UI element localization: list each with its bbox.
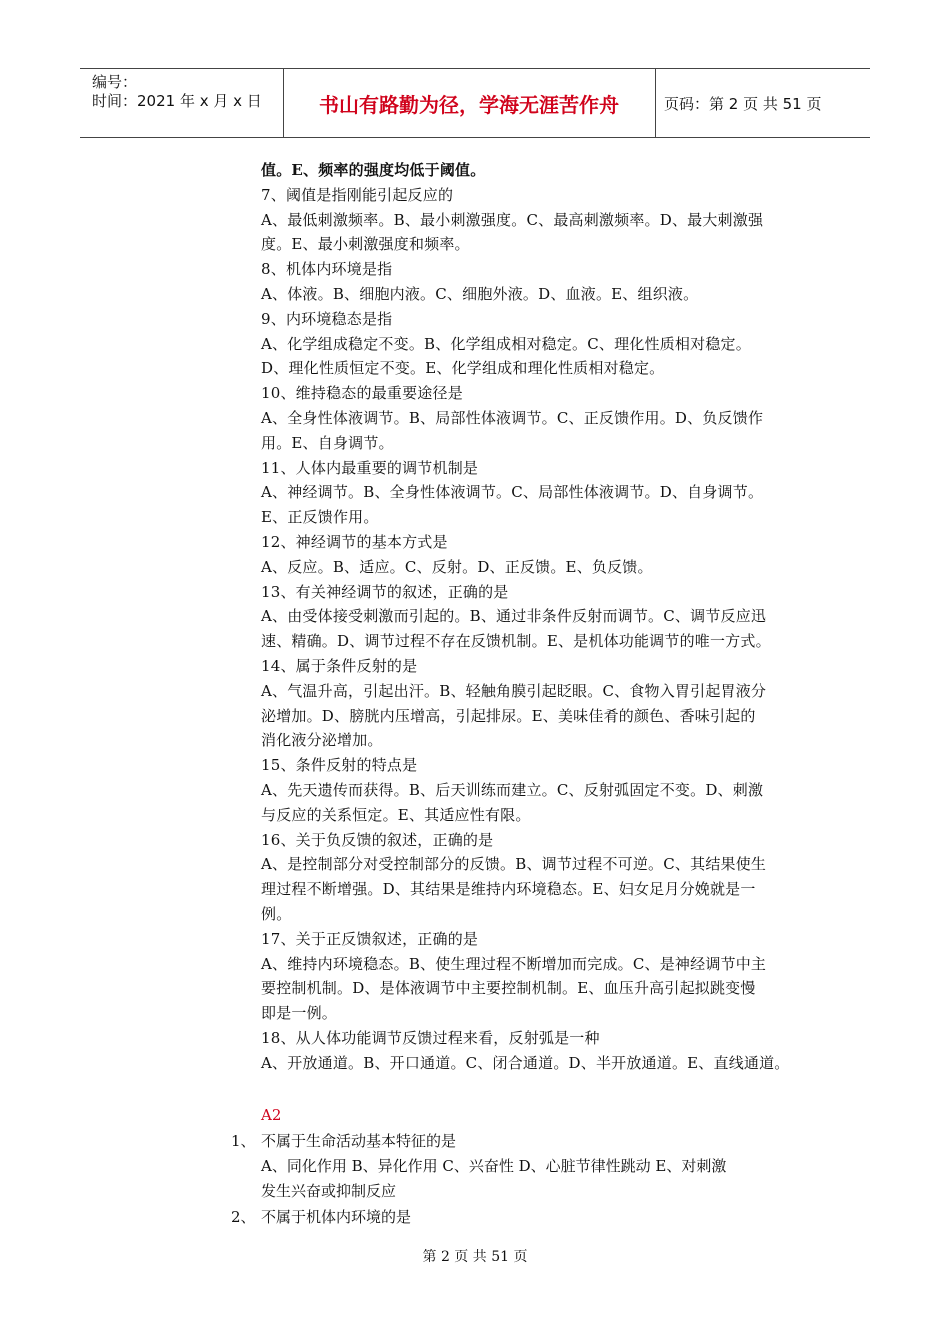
text-line: 16、关于负反馈的叙述，正确的是	[261, 830, 494, 849]
question-text: 不属于机体内环境的是	[261, 1208, 412, 1226]
header-meta	[92, 73, 262, 111]
text-line: 14、属于条件反射的是	[261, 656, 418, 675]
header-divider	[655, 69, 656, 137]
text-line: 与反应的关系恒定。E、其适应性有限。	[261, 805, 531, 824]
text-line: 值。E、频率的强度均低于阈值。	[261, 161, 486, 179]
text-line: A、先天遗传而获得。B、后天训练而建立。C、反射弧固定不变。D、刺激	[261, 780, 764, 799]
text-line: 15、条件反射的特点是	[261, 756, 418, 775]
text-line: 例。	[261, 904, 292, 923]
time-label: 时间：2021 年 x 月 x 日	[92, 92, 262, 110]
text-line: 速、精确。D、调节过程不存在反馈机制。E、是机体功能调节的唯一方式。	[261, 632, 771, 651]
question-number: 1、	[231, 1132, 256, 1150]
section-heading-a2: A2	[261, 1106, 282, 1124]
text-line: 度。E、最小刺激强度和频率。	[261, 235, 470, 254]
text-line: 18、从人体功能调节反馈过程来看，反射弧是一种	[261, 1028, 600, 1047]
text-line: 8、机体内环境是指	[261, 260, 393, 279]
text-line: D、理化性质恒定不变。E、化学组成和理化性质相对稳定。	[261, 359, 665, 378]
text-line: A、最低刺激频率。B、最小刺激强度。C、最高刺激频率。D、最大刺激强	[261, 210, 764, 229]
text-line: A、气温升高，引起出汗。B、轻触角膜引起眨眼。C、食物入胃引起胃液分	[261, 681, 767, 700]
text-line: 即是一例。	[261, 1004, 338, 1023]
a2-question-1-options-cont: 发生兴奋或抑制反应	[261, 1182, 397, 1200]
text-line: 泌增加。D、膀胱内压增高，引起排尿。E、美味佳肴的颜色、香味引起的	[261, 706, 756, 725]
text-line: A、神经调节。B、全身性体液调节。C、局部性体液调节。D、自身调节。	[261, 483, 764, 502]
header-motto: 书山有路勤为径，学海无涯苦作舟	[319, 92, 619, 117]
text-line: A、是控制部分对受控制部分的反馈。B、调节过程不可逆。C、其结果使生	[261, 855, 767, 874]
header-page-info: 页码：第 2 页 共 51 页	[664, 94, 822, 113]
a2-question-1	[231, 1129, 456, 1154]
text-line: A、维持内环境稳态。B、使生理过程不断增加而完成。C、是神经调节中主	[261, 954, 767, 973]
text-line: 用。E、自身调节。	[261, 433, 394, 452]
question-number: 2、	[231, 1208, 256, 1226]
text-line: 消化液分泌增加。	[261, 731, 383, 750]
text-line: 10、维持稳态的最重要途径是	[261, 384, 463, 403]
text-line: 7、阈值是指刚能引起反应的	[261, 185, 454, 204]
text-line: 11、人体内最重要的调节机制是	[261, 458, 479, 477]
text-line: 17、关于正反馈叙述，正确的是	[261, 929, 479, 948]
question-body	[261, 158, 826, 1075]
text-line: A、全身性体液调节。B、局部性体液调节。C、正反馈作用。D、负反馈作	[261, 408, 764, 427]
text-line: A、由受体接受刺激而引起的。B、通过非条件反射而调节。C、调节反应迅	[261, 607, 767, 626]
number-label: 编号：	[92, 73, 138, 91]
question-text: 不属于生命活动基本特征的是	[261, 1132, 457, 1150]
text-line: 13、有关神经调节的叙述，正确的是	[261, 582, 509, 601]
text-line: 12、神经调节的基本方式是	[261, 532, 448, 551]
header-table	[80, 68, 870, 138]
text-line: 理过程不断增强。D、其结果是维持内环境稳态。E、妇女足月分娩就是一	[261, 880, 756, 899]
text-line: E、正反馈作用。	[261, 508, 379, 527]
a2-question-2	[231, 1205, 411, 1230]
text-line: 9、内环境稳态是指	[261, 309, 393, 328]
text-line: A、化学组成稳定不变。B、化学组成相对稳定。C、理化性质相对稳定。	[261, 334, 751, 353]
text-line: A、开放通道。B、开口通道。C、闭合通道。D、半开放通道。E、直线通道。	[261, 1053, 790, 1072]
text-line: A、体液。B、细胞内液。C、细胞外液。D、血液。E、组织液。	[261, 284, 699, 303]
text-line: A、反应。B、适应。C、反射。D、正反馈。E、负反馈。	[261, 557, 653, 576]
text-line: 要控制机制。D、是体液调节中主要控制机制。E、血压升高引起拟跳变慢	[261, 979, 756, 998]
page-footer: 第 2 页 共 51 页	[422, 1249, 528, 1265]
a2-question-1-options: A、同化作用 B、异化作用 C、兴奋性 D、心脏节律性跳动 E、对刺激	[261, 1157, 727, 1175]
